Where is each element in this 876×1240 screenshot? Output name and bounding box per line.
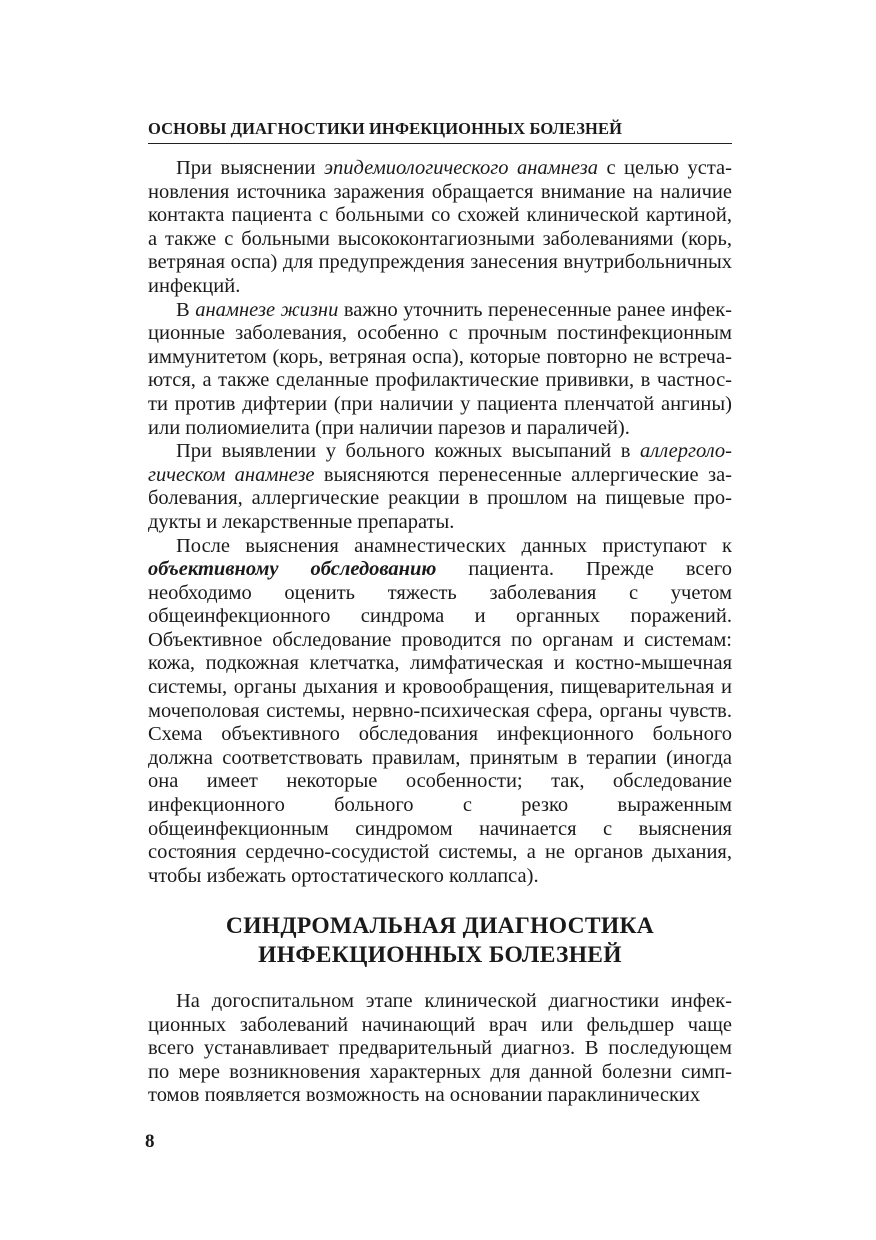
header-rule <box>148 143 732 144</box>
italic-term: аллергологическом анамнезе <box>148 440 732 486</box>
paragraph-epidemiological-anamnesis <box>148 157 732 299</box>
paragraph-text: При выяснении <box>176 157 324 179</box>
section-heading <box>148 912 732 970</box>
paragraph-allergy-anamnesis <box>148 440 732 534</box>
paragraph-life-anamnesis <box>148 299 732 441</box>
section-heading-line: ИНФЕКЦИОННЫХ БОЛЕЗНЕЙ <box>258 942 622 968</box>
italic-term: анамнезе жизни <box>195 298 339 321</box>
page-number: 8 <box>145 1131 155 1152</box>
bold-italic-term: объективному обследованию <box>148 558 437 581</box>
paragraph-text: выясняются перенесенные аллергические заболевания, аллергические реакции в прошлом на пищевые продукты и лекарственные препараты. <box>148 463 732 533</box>
paragraph-text: В <box>176 298 196 321</box>
paragraph-prehospital-diagnosis: На догоспитальном этапе клинической диагностики инфекционных заболеваний начинающий врач или фельдшер чаще всего устанавливает предварительный диагноз. В последующем по мере возникновения характерных для данной болезни симптомов появляется возможность на основании параклинических <box>148 990 732 1107</box>
italic-term: эпидемиологического анамнеза <box>323 157 598 179</box>
section-heading-line: СИНДРОМАЛЬНАЯ ДИАГНОСТИКА <box>225 913 655 939</box>
paragraph-text: После выяснения анамнестических данных приступают к <box>176 534 732 557</box>
section-text <box>148 990 732 1108</box>
paragraph-text: с целью установления источника заражения обращается внимание на наличие контакта пациента с больными со схожей клинической картиной, а также с больными высококонтагиозными заболеваниями (корь, ветряная оспа) для предупреждения занесения внутрибольничных инфекций. <box>148 157 732 297</box>
paragraph-objective-examination <box>148 535 732 889</box>
paragraph-text: При выявлении у больного кожных высыпаний в <box>176 440 640 463</box>
main-text <box>148 157 732 888</box>
running-header: ОСНОВЫ ДИАГНОСТИКИ ИНФЕКЦИОННЫХ БОЛЕЗНЕЙ <box>148 119 623 138</box>
paragraph-text: пациента. Прежде всего необходимо оценить тяжесть заболевания с учетом общеинфекционного синдрома и органных поражений. Объективное обследование проводится по органам и системам: кожа, подкожная клетчатка, лимфатическая и костно-мышечная системы, органы дыхания и кровообращения, пищеварительная и мочеполовая системы, нервно-психическая сфера, органы чувств. Схема объективного обследования инфекционного больного должна соответствовать правилам, принятым в терапии (иногда она имеет некоторые особенности; так, обследование инфекционного больного с резко выраженным общеинфекционным синдромом начинается с выяснения состояния сердечно-сосудистой системы, а не органов дыхания, чтобы избежать ортостатического коллапса). <box>148 558 733 887</box>
paragraph-text: важно уточнить перенесенные ранее инфекционные заболевания, особенно с прочным постинфекционным иммунитетом (корь, ветряная оспа), которые повторно не встречаются, а также сделанные профилактические прививки, в частности против дифтерии (при наличии у пациента пленчатой ангины) или полиомиелита (при наличии парезов и параличей). <box>148 298 732 439</box>
